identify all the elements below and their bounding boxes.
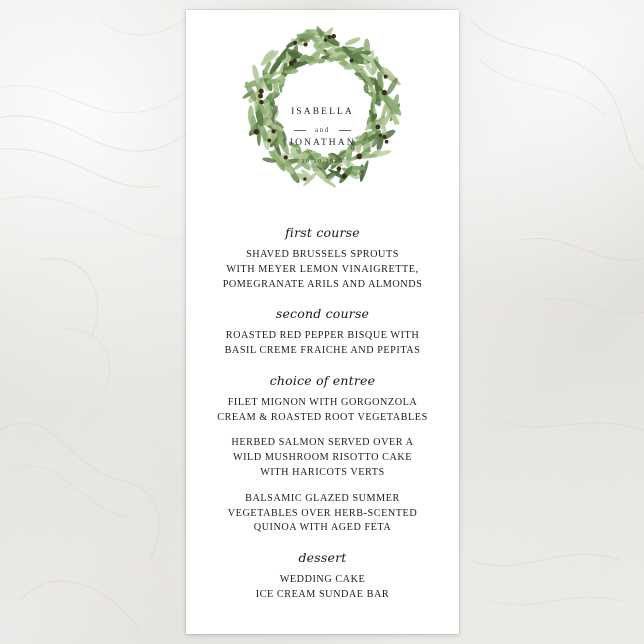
menu-item: SHAVED BRUSSELS SPROUTS WITH MEYER LEMON VINAIGRETTE, POMEGRANATE ARILS AND ALMONDS xyxy=(222,249,423,290)
menu-item: BALSAMIC GLAZED SUMMER VEGETABLES OVER HERB-SCENTED QUINOA WITH AGED FETA xyxy=(227,492,418,534)
menu-item: HERBED SALMON SERVED OVER A WILD MUSHROOM RISOTTO CAKE WITH HARICOTS VERTS xyxy=(231,437,414,479)
menu-body xyxy=(186,205,459,603)
menu-item: WEDDING CAKE ICE CREAM SUNDAE BAR xyxy=(255,574,390,600)
wreath-header xyxy=(186,10,459,205)
ampersand-label: and xyxy=(305,126,340,134)
bride-name: ISABELLA xyxy=(291,107,354,117)
groom-name: JONATHAN xyxy=(289,137,356,148)
course-title: first course xyxy=(285,225,360,240)
menu-card xyxy=(186,10,459,634)
wedding-date: 10.10.2020 xyxy=(301,157,344,165)
course-title: dessert xyxy=(298,550,347,566)
monogram-block xyxy=(186,106,459,165)
menu-item: FILET MIGNON WITH GORGONZOLA CREAM & ROASTED ROOT VEGETABLES xyxy=(217,396,428,423)
menu-item: ROASTED RED PEPPER BISQUE WITH BASIL CREME FRAICHE AND PEPITAS xyxy=(224,330,421,357)
course-title: choice of entree xyxy=(269,372,376,388)
course-title: second course xyxy=(275,306,370,322)
